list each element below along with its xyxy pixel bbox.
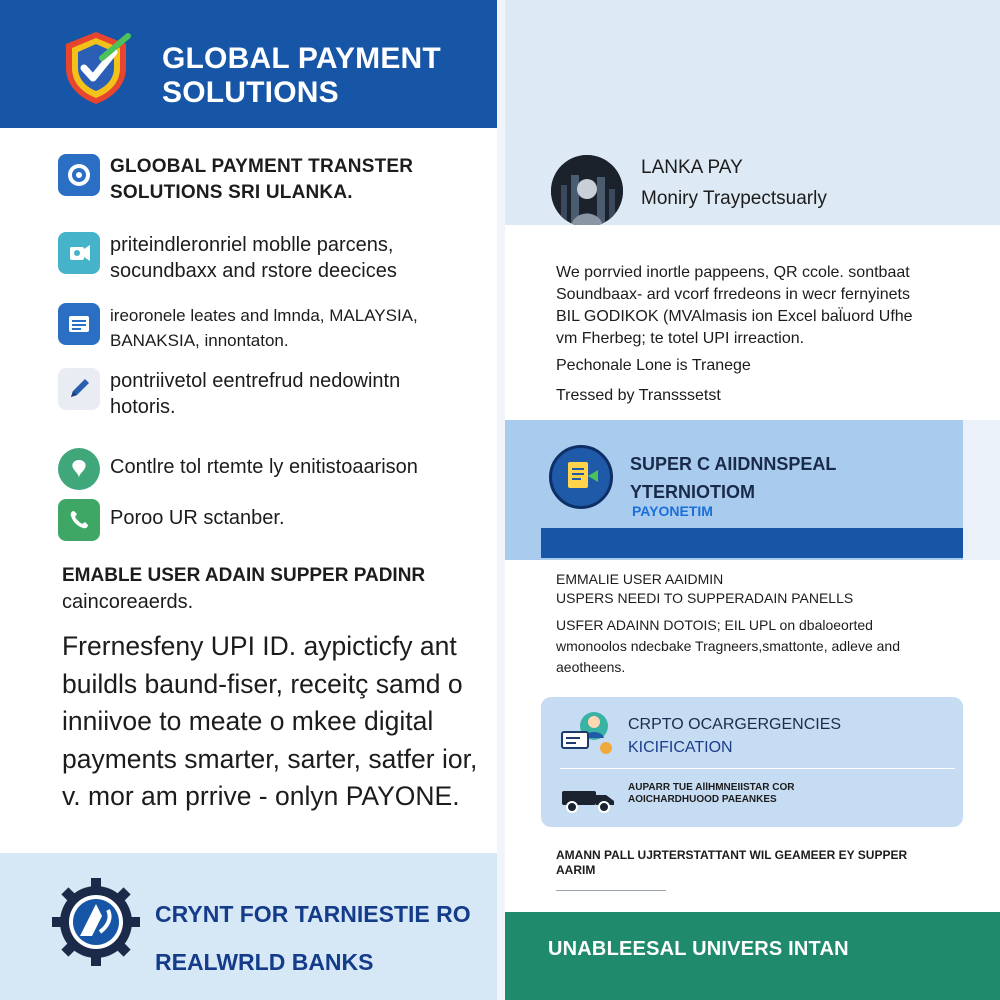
document-arrow-icon [549,445,613,509]
mid-paragraph: USFER ADAINN DOTOIS; EIL UPL on dbaloeorted wmonoolos ndecbake Tragneers,smattonte, adleve and aeotheens. [556,617,900,675]
feature-text: GLOOBAL PAYMENT TRANSTER SOLUTIONS SRI ULANKA. [110,156,414,203]
avatar [551,155,623,227]
right-footer-text: UNABLEESAL UNIVERS INTAN [548,938,849,960]
info-paragraph: We porrvied inortle pappeens, QR ccole. sontbaat Soundbaax- ard vcorf frredeons in wecr fernyinets BIL GODIKOK (MVAlmasis ion Excel bal̈uord Ufhe vm Fherbeg; te totel UPI irreaction. [556,264,913,347]
truck-icon [560,783,616,813]
crypto-title: CRPTO OCARGERGENCIES KICIFICATION [628,716,842,756]
crypto-text: AUPARR TUE AllHMNEIISTAR COR AOICHARDHUOOD PAEANKES [628,782,795,805]
lanka-subtitle: Moniry Traypectsuarly [641,188,827,209]
feature-text: Contlre tol rtemte ly enitistoaarison [110,456,418,478]
brand-title-line2: SOLUTIONS [162,76,339,109]
main-paragraph: Frernesfeny UPI ID. aypicticfy ant buildls baund-fiser, receitç samd o inniivoe to meate o mkee digital payments smarter, sarter, satfer ior, v. mor am prrive - onlyn PAYONE. [62,631,478,811]
verify-person-icon [560,708,616,758]
band-title: SUPER C AIIDNNSPEAL YTERNIOTIOM [630,454,837,502]
feature-text: pontriivetol eentrefrud nedowintn hotoris. [110,370,401,418]
left-footer-text: CRYNT FOR TARNIESTIE RO REALWRLD BANKS [155,901,471,975]
column-gutter [497,0,505,1000]
gear-badge-icon [50,876,142,968]
card-divider [560,768,955,769]
info-line: Pechonale Lone is Tranege [556,357,751,374]
band-bar [541,528,963,558]
shield-check-icon [56,28,136,108]
amann-text: AMANN PALL UJRTERSTATTANT WIL GEAMEER EY SUPPER AARIM [556,848,908,877]
info-line: Tressed by Transssetst [556,387,721,404]
globe-icon [58,154,100,196]
divider [556,890,666,891]
feature-text: ireoronele leates and lmnda, MALAYSIA, BANAKSIA, innontaton. [110,306,418,350]
mid-heading: EMMALIE USER AAIDMIN USPERS NEEDI TO SUPPERADAIN PANELLS [556,571,854,606]
brand-title [162,42,441,110]
band-subtitle: PAYONETIM [632,503,713,519]
lanka-title: LANKA PAY [641,157,743,178]
pen-icon [58,368,100,410]
document-icon [58,303,100,345]
phone-icon [58,499,100,541]
enable-heading: EMABLE USER ADAIN SUPPER PADINR caincoreaerds. [62,565,426,613]
feature-text: Poroo UR sctanber. [110,507,285,529]
feature-text: priteindleronriel moblle parcens, socundbaxx and rstore deecices [110,234,397,282]
chat-icon [58,448,100,490]
brand-title-line1: GLOBAL PAYMENT [162,42,441,75]
sound-device-icon [58,232,100,274]
